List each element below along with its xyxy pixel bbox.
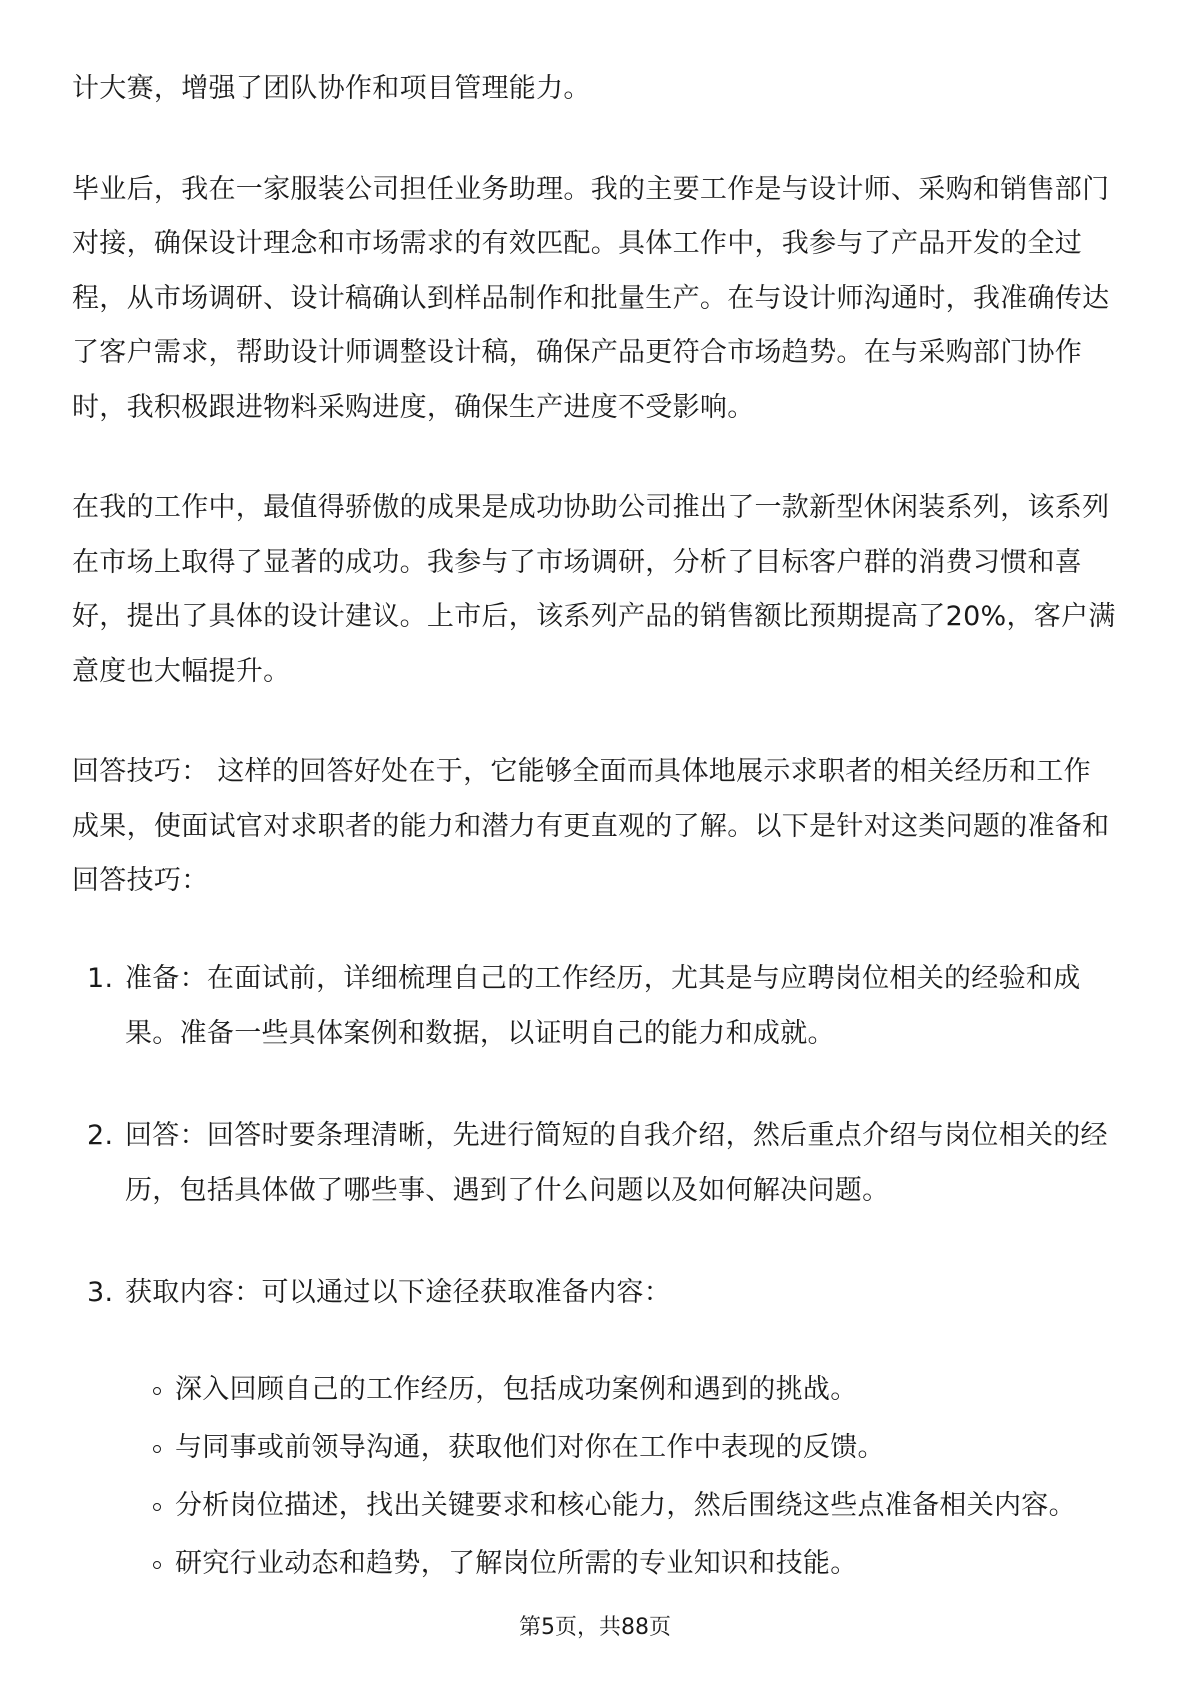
- list-item: [72, 1108, 1118, 1218]
- paragraph-answer-tips: 回答技巧： 这样的回答好处在于，它能够全面而具体地展示求职者的相关经历和工作成果，使面试官对求职者的能力和潜力有更直观的了解。以下是针对这类问题的准备和回答技巧：: [72, 756, 1110, 896]
- sub-list-item: [72, 1478, 1118, 1533]
- list-item-text: 回答：回答时要条理清晰，先进行简短的自我介绍，然后重点介绍与岗位相关的经历，包括具体做了哪些事、遇到了什么问题以及如何解决问题。: [125, 1119, 1108, 1206]
- hollow-bullet-icon: [153, 1445, 161, 1453]
- sub-list-item-text: 研究行业动态和趋势，了解岗位所需的专业知识和技能。: [175, 1547, 858, 1579]
- paragraph-achievement: 在我的工作中，最值得骄傲的成果是成功协助公司推出了一款新型休闲装系列，该系列在市场上取得了显著的成功。我参与了市场调研，分析了目标客户群的消费习惯和喜好，提出了具体的设计建议。上市后，该系列产品的销售额比预期提高了20%，客户满意度也大幅提升。: [72, 492, 1116, 687]
- content-sources-list: [72, 1362, 1118, 1591]
- sub-list-item-text: 深入回顾自己的工作经历，包括成功案例和遇到的挑战。: [175, 1373, 858, 1405]
- list-item: [72, 1265, 1118, 1320]
- hollow-bullet-icon: [153, 1387, 161, 1395]
- hollow-bullet-icon: [153, 1561, 161, 1569]
- sub-list-item: [72, 1536, 1118, 1591]
- page-number: 第5页，共88页: [519, 1615, 671, 1640]
- sub-list-item-text: 分析岗位描述，找出关键要求和核心能力，然后围绕这些点准备相关内容。: [175, 1489, 1076, 1521]
- list-number: 3.: [87, 1276, 114, 1308]
- list-number: 2.: [87, 1119, 114, 1151]
- hollow-bullet-icon: [153, 1503, 161, 1511]
- sub-list-item: [72, 1420, 1118, 1475]
- list-item: [72, 951, 1118, 1061]
- list-item-text: 准备：在面试前，详细梳理自己的工作经历，尤其是与应聘岗位相关的经验和成果。准备一些具体案例和数据，以证明自己的能力和成就。: [125, 962, 1081, 1049]
- paragraph-intro-continued: 计大赛，增强了团队协作和项目管理能力。: [72, 73, 591, 104]
- sub-list-item: [72, 1362, 1118, 1417]
- paragraph-work-experience: 毕业后，我在一家服装公司担任业务助理。我的主要工作是与设计师、采购和销售部门对接，确保设计理念和市场需求的有效匹配。具体工作中，我参与了产品开发的全过程，从市场调研、设计稿确认到样品制作和批量生产。在与设计师沟通时，我准确传达了客户需求，帮助设计师调整设计稿，确保产品更符合市场趋势。在与采购部门协作时，我积极跟进物料采购进度，确保生产进度不受影响。: [72, 173, 1110, 423]
- list-number: 1.: [87, 962, 114, 994]
- tips-list: [72, 951, 1118, 1320]
- document-body: [72, 62, 1118, 1591]
- list-item-text: 获取内容：可以通过以下途径获取准备内容：: [125, 1276, 671, 1308]
- sub-list-item-text: 与同事或前领导沟通，获取他们对你在工作中表现的反馈。: [175, 1431, 885, 1463]
